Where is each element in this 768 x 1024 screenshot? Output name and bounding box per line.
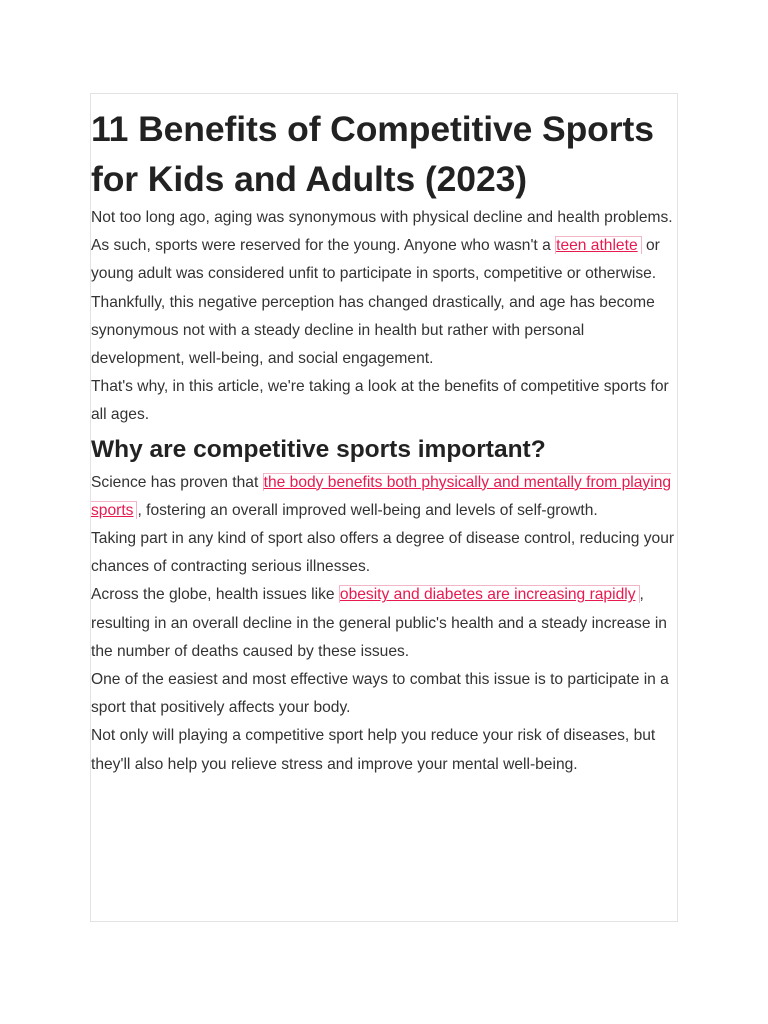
paragraph-section-3: Across the globe, health issues like obesity and diabetes are increasing rapidly , resulting in an overall decline in the general public's health and a steady increase in the number of deaths caused by these issues. (91, 586, 667, 660)
teen-athlete-link[interactable]: teen athlete (555, 236, 642, 254)
paragraph-section-1: Science has proven that the body benefits both physically and mentally from playing sports , fostering an overall improved well-being and levels of self-growth. (91, 473, 672, 519)
paragraph-section-2: Taking part in any kind of sport also offers a degree of disease control, reducing your chances of contracting serious illnesses. (91, 530, 675, 576)
paragraph-intro-1: Not too long ago, aging was synonymous with physical decline and health problems. (91, 209, 673, 226)
paragraph-intro-2: As such, sports were reserved for the young. Anyone who wasn't a teen athlete or young adult was considered unfit to participate in sports, competitive or otherwise. (91, 237, 660, 283)
article-title: 11 Benefits of Competitive Sports for Kids and Adults (2023) (91, 109, 654, 199)
paragraph-intro-4: That's why, in this article, we're taking a look at the benefits of competitive sports for all ages. (91, 378, 669, 424)
article-body (91, 94, 679, 779)
paragraph-intro-3: Thankfully, this negative perception has changed drastically, and age has become synonymous not with a steady decline in health but rather with personal development, well-being, and social engagement. (91, 293, 655, 368)
paragraph-section-4: One of the easiest and most effective ways to combat this issue is to participate in a sport that positively affects your body. (91, 671, 669, 717)
document-page (90, 93, 678, 922)
body-benefits-link[interactable]: the body benefits both physically and mentally from playing sports (91, 473, 672, 519)
paragraph-section-5: Not only will playing a competitive sport help you reduce your risk of diseases, but they'll also help you relieve stress and improve your mental well-being. (91, 727, 656, 773)
section-heading: Why are competitive sports important? (91, 435, 546, 463)
obesity-diabetes-link[interactable]: obesity and diabetes are increasing rapidly (339, 585, 640, 603)
